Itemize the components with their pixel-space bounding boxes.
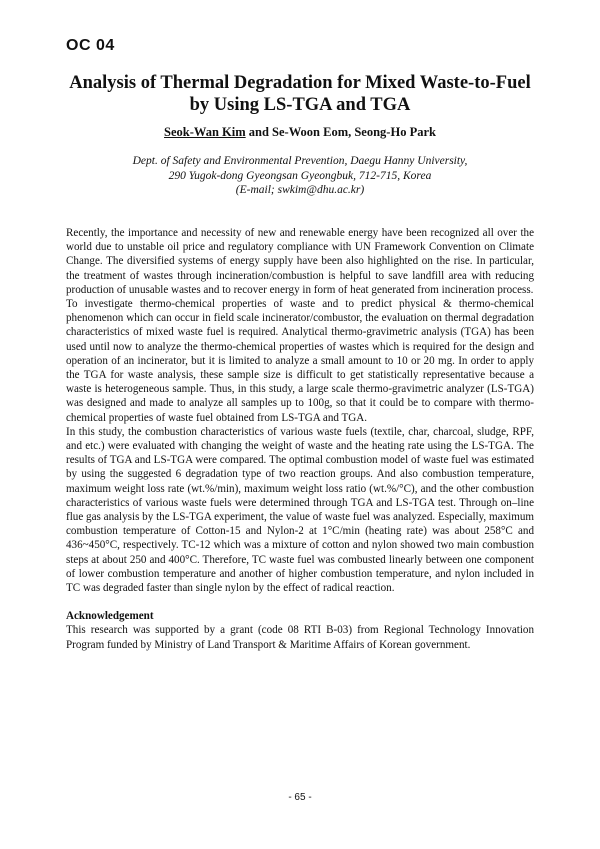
affiliation-dept: Dept. of Safety and Environmental Prevention, Daegu Hanny University,	[132, 155, 468, 167]
paper-title	[50, 72, 550, 116]
title-line-2: by Using LS-TGA and TGA	[189, 95, 411, 115]
paragraph-methods: To investigate thermo-chemical properties of waste and to predict physical & thermo-chemical phenomenon which can occur in field scale incinerator/combustor, the evaluation on thermal degradation characteristics of mixed waste fuel is required. Analytical thermo-gravimetric analysis (TGA) has been used until now to analyze the thermo-chemical properties of wastes which is required for the design and operation of an incinerator, but it is limited to analyze a small amount to 10 or 20 mg. In order to apply the TGA for waste analysis, these sample size is difficult to get statistically representative because a waste is heterogeneous sample. Thus, in this study, a large scale thermo-gravimetric analyzer (LS-TGA) was designed and made to analyze all samples up to 100g, so that it could be to compare with thermo-chemical properties of waste fuel obtained from LS-TGA and TGA.	[66, 298, 534, 424]
affiliation	[50, 154, 550, 198]
co-authors: and Se-Woon Eom, Seong-Ho Park	[245, 125, 436, 139]
acknowledgement-section	[66, 609, 534, 652]
affiliation-email: (E-mail; swkim@dhu.ac.kr)	[235, 184, 365, 196]
page-number: - 65 -	[288, 792, 312, 803]
presenting-author: Seok-Wan Kim	[164, 125, 246, 139]
acknowledgement-text: This research was supported by a grant (code 08 RTI B-03) from Regional Technology Innovation Program funded by Ministry of Land Transport & Maritime Affairs of Korean government.	[66, 624, 534, 651]
affiliation-address: 290 Yugok-dong Gyeongsan Gyeongbuk, 712-715, Korea	[168, 169, 432, 182]
paragraph-results: In this study, the combustion characteristics of various waste fuels (textile, char, charcoal, sludge, RPF, and etc.) were evaluated with changing the weight of waste and the heating rate using the LS-TGA. The results of TGA and LS-TGA were compared. The optimal combustion model of waste fuel was estimated by using the suggested 6 degradation type of two reaction groups. And also combustion temperature, maximum weight loss rate (wt.%/min), maximum weight loss ratio (wt.%/°C), and the other combustion characteristics of various waste fuels were determined through TGA and LS-TGA test. Through on–line flue gas analysis by the LS-TGA experiment, the value of waste fuel was analyzed. Especially, maximum combustion temperature of Cotton-15 and Nylon-2 at 1°C/min (heating rate) was about 258°C and 436~450°C, respectively. TC-12 which was a mixture of cotton and nylon showed two main combustion steps at about 250 and 400°C. Therefore, TC waste fuel was combusted linearly between one component of lower combustion temperature and another of higher combustion temperature, and nylon included in TC was degraded faster than single nylon by the effect of radical reaction.	[66, 425, 534, 595]
title-line-1: Analysis of Thermal Degradation for Mixed Waste-to-Fuel	[69, 73, 531, 93]
acknowledgement-heading: Acknowledgement	[66, 610, 154, 623]
paragraph-introduction: Recently, the importance and necessity of new and renewable energy have been recognized all over the world due to unstable oil price and regulatory compliance with UN Framework Convention on Climate Change. The diversified systems of energy supply have been also highlighted on the rise. In particular, the treatment of wastes through incineration/combustion is helpful to save landfill area with reducing production of unusable wastes and to recover energy in form of heat generated from incineration process.	[66, 227, 534, 296]
abstract-body	[66, 226, 534, 652]
author-list	[50, 125, 550, 140]
session-code: OC 04	[66, 37, 115, 54]
